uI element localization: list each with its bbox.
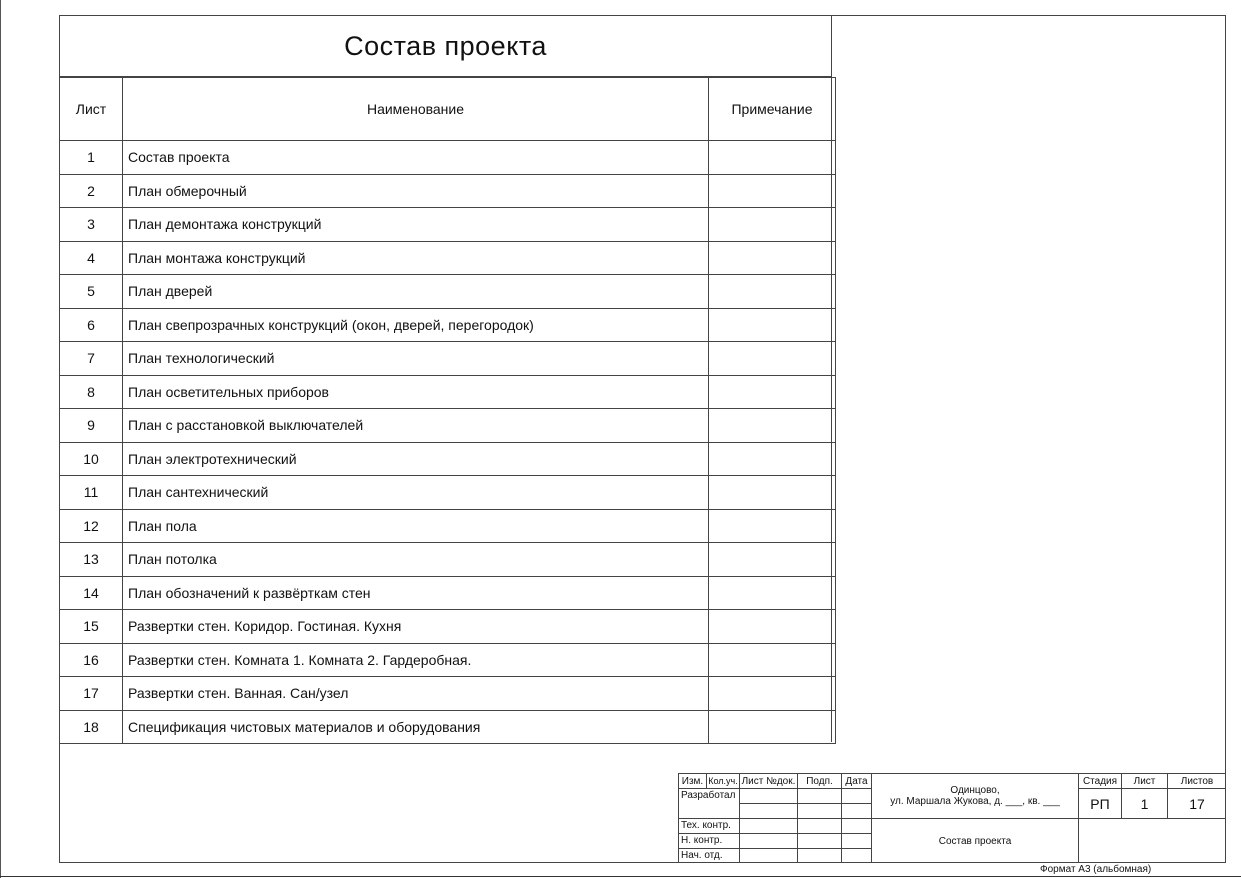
header-sheet: Лист	[60, 78, 123, 141]
page-edge-line	[0, 0, 1, 878]
row-sheet-name: План технологический	[123, 342, 709, 376]
role-tech-control: Тех. контр.	[681, 820, 731, 831]
role-n-control: Н. контр.	[681, 835, 723, 846]
row-sheet-number: 1	[60, 141, 123, 175]
stage-label: Стадия	[1082, 775, 1118, 787]
table-row	[60, 442, 836, 476]
stamp-hline	[678, 818, 871, 819]
table-row	[60, 543, 836, 577]
row-note	[709, 308, 836, 342]
table-row	[60, 509, 836, 543]
row-note	[709, 509, 836, 543]
table-row	[60, 275, 836, 309]
row-sheet-number: 12	[60, 509, 123, 543]
table-row	[60, 241, 836, 275]
row-note	[709, 476, 836, 510]
row-sheet-name: План осветительных приборов	[123, 375, 709, 409]
stamp-hline	[739, 803, 871, 804]
row-note	[709, 710, 836, 744]
table-row	[60, 476, 836, 510]
header-name: Наименование	[123, 78, 709, 141]
format-label: Формат А3 (альбомная)	[1040, 864, 1152, 875]
row-sheet-number: 8	[60, 375, 123, 409]
row-note	[709, 174, 836, 208]
row-note	[709, 208, 836, 242]
table-row	[60, 677, 836, 711]
sheets-value: 17	[1189, 795, 1205, 812]
row-note	[709, 576, 836, 610]
row-note	[709, 442, 836, 476]
table-row	[60, 643, 836, 677]
row-note	[709, 409, 836, 443]
table-row	[60, 308, 836, 342]
row-note	[709, 141, 836, 175]
document-title: Состав проекта	[60, 16, 831, 77]
row-note	[709, 375, 836, 409]
row-sheet-name: Развертки стен. Коридор. Гостиная. Кухня	[123, 610, 709, 644]
address-line1: Одинцово,	[950, 785, 1000, 796]
stamp-header-izm: Изм.	[681, 775, 704, 787]
address-line2: ул. Маршала Жукова, д. ___, кв. ___	[890, 796, 1060, 807]
row-sheet-number: 3	[60, 208, 123, 242]
row-note	[709, 342, 836, 376]
sheets-label: Листов	[1180, 775, 1214, 787]
row-sheet-name: План потолка	[123, 543, 709, 577]
row-note	[709, 543, 836, 577]
row-sheet-number: 16	[60, 643, 123, 677]
contents-header-row	[60, 78, 836, 141]
row-sheet-number: 4	[60, 241, 123, 275]
stamp-hline	[678, 788, 871, 789]
table-row	[60, 375, 836, 409]
table-row	[60, 342, 836, 376]
header-note: Примечание	[709, 78, 836, 141]
role-head: Нач. отд.	[681, 850, 723, 861]
row-note	[709, 677, 836, 711]
table-row	[60, 208, 836, 242]
sheet-label: Лист	[1133, 775, 1156, 787]
row-sheet-name: Состав проекта	[123, 141, 709, 175]
row-sheet-number: 17	[60, 677, 123, 711]
sheet-title: Состав проекта	[938, 835, 1012, 847]
row-sheet-name: Развертки стен. Комната 1. Комната 2. Гардеробная.	[123, 643, 709, 677]
table-row	[60, 710, 836, 744]
row-sheet-number: 11	[60, 476, 123, 510]
row-sheet-name: План свепрозрачных конструкций (окон, дверей, перегородок)	[123, 308, 709, 342]
row-sheet-number: 5	[60, 275, 123, 309]
table-row	[60, 576, 836, 610]
row-sheet-number: 6	[60, 308, 123, 342]
row-sheet-name: Спецификация чистовых материалов и оборудования	[123, 710, 709, 744]
stage-value: РП	[1090, 795, 1110, 812]
row-sheet-name: Развертки стен. Ванная. Сан/узел	[123, 677, 709, 711]
row-sheet-number: 14	[60, 576, 123, 610]
row-note	[709, 241, 836, 275]
object-address	[872, 774, 1078, 818]
row-sheet-number: 15	[60, 610, 123, 644]
role-developed: Разработал	[681, 790, 736, 801]
stamp-header-list-doc: Лист №док.	[741, 775, 796, 787]
stamp-header-podp: Подп.	[806, 775, 833, 787]
table-row	[60, 174, 836, 208]
row-sheet-name: План с расстановкой выключателей	[123, 409, 709, 443]
contents-table	[59, 77, 836, 744]
table-row	[60, 141, 836, 175]
row-sheet-number: 2	[60, 174, 123, 208]
row-sheet-number: 9	[60, 409, 123, 443]
row-note	[709, 610, 836, 644]
row-sheet-name: План электротехнический	[123, 442, 709, 476]
row-sheet-number: 7	[60, 342, 123, 376]
stamp-header-data: Дата	[845, 775, 868, 787]
row-sheet-name: План сантехнический	[123, 476, 709, 510]
stamp-header-kol: Кол.уч.	[708, 776, 738, 786]
sheet-value: 1	[1140, 795, 1149, 812]
row-sheet-name: План демонтажа конструкций	[123, 208, 709, 242]
row-sheet-number: 18	[60, 710, 123, 744]
page-bottom-line	[0, 876, 1241, 877]
row-sheet-name: План монтажа конструкций	[123, 241, 709, 275]
row-sheet-number: 13	[60, 543, 123, 577]
row-sheet-name: План пола	[123, 509, 709, 543]
table-right-border	[831, 15, 832, 742]
row-sheet-name: План дверей	[123, 275, 709, 309]
table-row	[60, 610, 836, 644]
row-sheet-number: 10	[60, 442, 123, 476]
table-row	[60, 409, 836, 443]
row-note	[709, 275, 836, 309]
row-sheet-name: План обмерочный	[123, 174, 709, 208]
row-note	[709, 643, 836, 677]
row-sheet-name: План обозначений к развёрткам стен	[123, 576, 709, 610]
